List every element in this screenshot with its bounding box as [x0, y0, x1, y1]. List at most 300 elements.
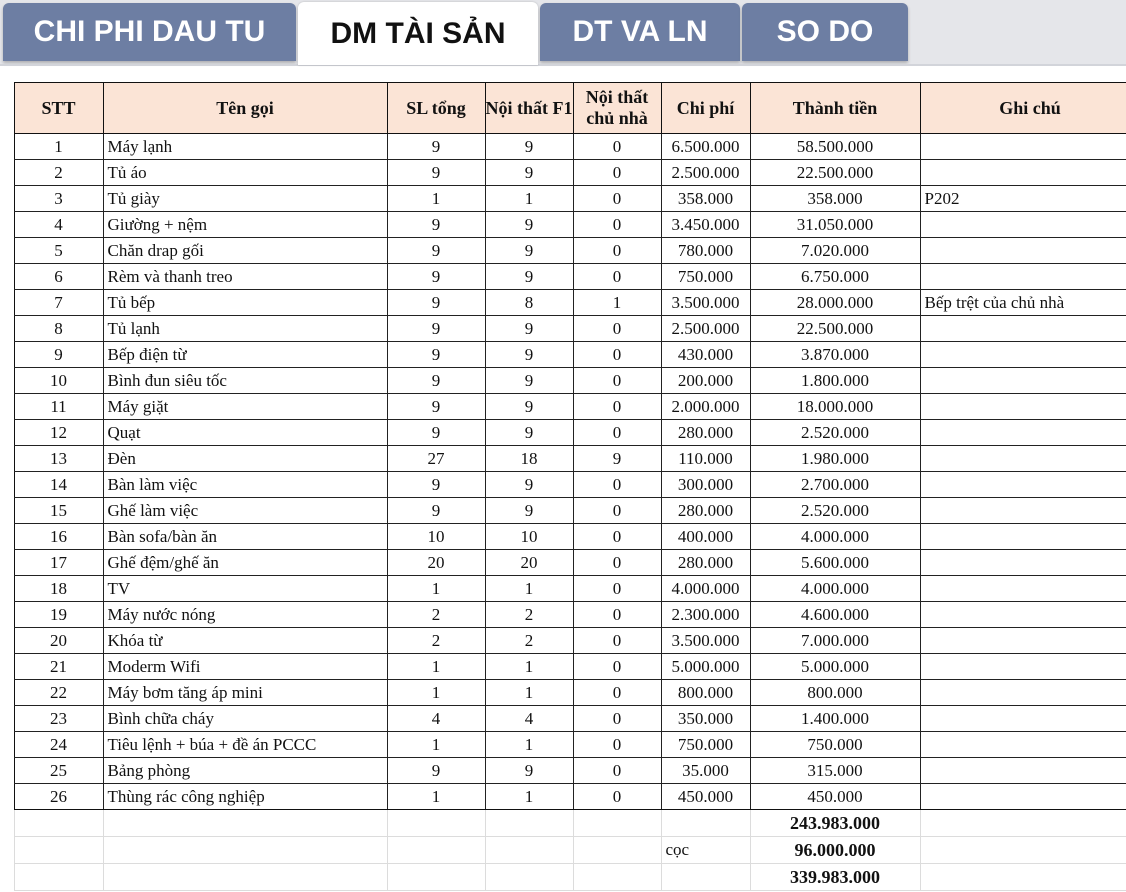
cell-ten-goi[interactable]: Tủ giày: [103, 186, 387, 212]
cell-ghi-chu[interactable]: [920, 160, 1126, 186]
cell-stt[interactable]: 15: [14, 498, 103, 524]
cell-noi-that-chu-nha[interactable]: 0: [573, 238, 661, 264]
cell-ten-goi[interactable]: Chăn drap gối: [103, 238, 387, 264]
row-gutter: [0, 446, 14, 472]
cell-chi-phi[interactable]: 2.500.000: [661, 160, 750, 186]
cell-noi-that-f1[interactable]: 9: [485, 758, 573, 784]
table-row: [0, 524, 1126, 550]
row-gutter: [0, 680, 14, 706]
cell-chi-phi[interactable]: 5.000.000: [661, 654, 750, 680]
cell-stt[interactable]: 21: [14, 654, 103, 680]
cell-thanh-tien[interactable]: 6.750.000: [750, 264, 920, 290]
cell-chi-phi[interactable]: 200.000: [661, 368, 750, 394]
cell-ghi-chu[interactable]: [920, 732, 1126, 758]
cell-ten-goi[interactable]: Đèn: [103, 446, 387, 472]
cell-ghi-chu[interactable]: P202: [920, 186, 1126, 212]
row-gutter: [0, 576, 14, 602]
cell-ghi-chu[interactable]: [920, 576, 1126, 602]
cell-thanh-tien[interactable]: 2.520.000: [750, 420, 920, 446]
cell-chi-phi[interactable]: 800.000: [661, 680, 750, 706]
empty-cell[interactable]: [14, 864, 103, 891]
cell-chi-phi[interactable]: 358.000: [661, 186, 750, 212]
row-gutter: [0, 264, 14, 290]
cell-noi-that-f1[interactable]: 1: [485, 732, 573, 758]
table-row: [0, 576, 1126, 602]
cell-sl-tong[interactable]: 9: [387, 238, 485, 264]
cell-chi-phi[interactable]: 35.000: [661, 758, 750, 784]
table-row: [0, 368, 1126, 394]
cell-noi-that-f1[interactable]: 9: [485, 212, 573, 238]
cell-noi-that-f1[interactable]: 9: [485, 316, 573, 342]
table-row: [0, 602, 1126, 628]
cell-thanh-tien[interactable]: 358.000: [750, 186, 920, 212]
cell-sl-tong[interactable]: 9: [387, 316, 485, 342]
cell-chi-phi[interactable]: 3.500.000: [661, 290, 750, 316]
total-label[interactable]: [661, 864, 750, 891]
table-row: [0, 316, 1126, 342]
cell-sl-tong[interactable]: 9: [387, 758, 485, 784]
sheet-tab-bar: [0, 0, 1126, 66]
cell-stt[interactable]: 16: [14, 524, 103, 550]
cell-noi-that-chu-nha[interactable]: 0: [573, 134, 661, 160]
cell-ghi-chu[interactable]: [920, 212, 1126, 238]
cell-ten-goi[interactable]: Tiêu lệnh + búa + đề án PCCC: [103, 732, 387, 758]
empty-cell[interactable]: [387, 837, 485, 864]
table-row: [0, 186, 1126, 212]
cell-thanh-tien[interactable]: 4.000.000: [750, 524, 920, 550]
table-row: [0, 238, 1126, 264]
cell-ten-goi[interactable]: Máy lạnh: [103, 134, 387, 160]
cell-thanh-tien[interactable]: 1.800.000: [750, 368, 920, 394]
cell-noi-that-chu-nha[interactable]: 0: [573, 394, 661, 420]
cell-sl-tong[interactable]: 1: [387, 680, 485, 706]
cell-noi-that-f1[interactable]: 9: [485, 160, 573, 186]
cell-stt[interactable]: 19: [14, 602, 103, 628]
cell-stt[interactable]: 14: [14, 472, 103, 498]
empty-cell[interactable]: [103, 837, 387, 864]
cell-noi-that-chu-nha[interactable]: 0: [573, 550, 661, 576]
cell-thanh-tien[interactable]: 4.600.000: [750, 602, 920, 628]
cell-noi-that-chu-nha[interactable]: 9: [573, 446, 661, 472]
row-gutter: [0, 290, 14, 316]
row-gutter: [0, 732, 14, 758]
cell-noi-that-chu-nha[interactable]: 0: [573, 472, 661, 498]
cell-ghi-chu[interactable]: [920, 680, 1126, 706]
cell-thanh-tien[interactable]: 22.500.000: [750, 160, 920, 186]
cell-stt[interactable]: 17: [14, 550, 103, 576]
cell-stt[interactable]: 12: [14, 420, 103, 446]
cell-chi-phi[interactable]: 780.000: [661, 238, 750, 264]
cell-chi-phi[interactable]: 280.000: [661, 498, 750, 524]
cell-ten-goi[interactable]: Khóa từ: [103, 628, 387, 654]
table-row: [0, 758, 1126, 784]
cell-noi-that-chu-nha[interactable]: 0: [573, 212, 661, 238]
cell-stt[interactable]: 3: [14, 186, 103, 212]
table-row: [0, 394, 1126, 420]
row-gutter: [0, 602, 14, 628]
table-row: [0, 446, 1126, 472]
table-row: [0, 290, 1126, 316]
cell-noi-that-f1[interactable]: 2: [485, 628, 573, 654]
cell-sl-tong[interactable]: 1: [387, 732, 485, 758]
cell-sl-tong[interactable]: 9: [387, 394, 485, 420]
cell-noi-that-f1[interactable]: 9: [485, 238, 573, 264]
tab-chi-phi-dau-tu[interactable]: CHI PHI DAU TU: [3, 3, 296, 61]
cell-noi-that-f1[interactable]: 20: [485, 550, 573, 576]
cell-stt[interactable]: 18: [14, 576, 103, 602]
cell-chi-phi[interactable]: 280.000: [661, 550, 750, 576]
cell-ghi-chu[interactable]: [920, 368, 1126, 394]
cell-ten-goi[interactable]: Bàn sofa/bàn ăn: [103, 524, 387, 550]
cell-stt[interactable]: 6: [14, 264, 103, 290]
cell-noi-that-chu-nha[interactable]: 0: [573, 706, 661, 732]
cell-noi-that-f1[interactable]: 9: [485, 498, 573, 524]
cell-thanh-tien[interactable]: 4.000.000: [750, 576, 920, 602]
row-gutter: [0, 160, 14, 186]
cell-noi-that-f1[interactable]: 9: [485, 420, 573, 446]
cell-thanh-tien[interactable]: 5.000.000: [750, 654, 920, 680]
cell-thanh-tien[interactable]: 750.000: [750, 732, 920, 758]
cell-thanh-tien[interactable]: 7.020.000: [750, 238, 920, 264]
cell-stt[interactable]: 13: [14, 446, 103, 472]
table-row: [0, 654, 1126, 680]
cell-stt[interactable]: 7: [14, 290, 103, 316]
cell-thanh-tien[interactable]: 315.000: [750, 758, 920, 784]
cell-stt[interactable]: 22: [14, 680, 103, 706]
cell-thanh-tien[interactable]: 28.000.000: [750, 290, 920, 316]
table-row: [0, 264, 1126, 290]
cell-noi-that-chu-nha[interactable]: 0: [573, 758, 661, 784]
cell-sl-tong[interactable]: 9: [387, 160, 485, 186]
empty-cell[interactable]: [573, 810, 661, 837]
cell-noi-that-chu-nha[interactable]: 0: [573, 732, 661, 758]
row-gutter: [0, 134, 14, 160]
cell-noi-that-chu-nha[interactable]: 0: [573, 680, 661, 706]
cell-ten-goi[interactable]: Máy giặt: [103, 394, 387, 420]
cell-chi-phi[interactable]: 2.300.000: [661, 602, 750, 628]
cell-thanh-tien[interactable]: 3.870.000: [750, 342, 920, 368]
cell-sl-tong[interactable]: 1: [387, 576, 485, 602]
cell-stt[interactable]: 25: [14, 758, 103, 784]
cell-stt[interactable]: 11: [14, 394, 103, 420]
empty-cell[interactable]: [485, 837, 573, 864]
row-gutter: [0, 758, 14, 784]
cell-ten-goi[interactable]: Quạt: [103, 420, 387, 446]
total-row: [0, 864, 1126, 891]
row-gutter: [0, 654, 14, 680]
table-row: [0, 420, 1126, 446]
cell-chi-phi[interactable]: 450.000: [661, 784, 750, 810]
cell-noi-that-f1[interactable]: 9: [485, 368, 573, 394]
cell-ten-goi[interactable]: Bình chữa cháy: [103, 706, 387, 732]
row-gutter: [0, 316, 14, 342]
row-gutter: [0, 550, 14, 576]
total-row: [0, 810, 1126, 837]
cell-noi-that-f1[interactable]: 9: [485, 472, 573, 498]
cell-ghi-chu[interactable]: [920, 628, 1126, 654]
tab-dt-va-ln[interactable]: DT VA LN: [540, 3, 740, 61]
row-gutter: [0, 186, 14, 212]
total-value[interactable]: 339.983.000: [750, 864, 920, 891]
empty-cell[interactable]: [103, 810, 387, 837]
row-gutter: [0, 368, 14, 394]
cell-chi-phi[interactable]: 750.000: [661, 264, 750, 290]
row-gutter: [0, 498, 14, 524]
cell-stt[interactable]: 23: [14, 706, 103, 732]
cell-chi-phi[interactable]: 3.500.000: [661, 628, 750, 654]
cell-sl-tong[interactable]: 9: [387, 498, 485, 524]
cell-thanh-tien[interactable]: 58.500.000: [750, 134, 920, 160]
cell-stt[interactable]: 9: [14, 342, 103, 368]
tab-dm-tai-san[interactable]: DM TÀI SẢN: [298, 2, 538, 65]
cell-sl-tong[interactable]: 1: [387, 186, 485, 212]
cell-ten-goi[interactable]: Bảng phòng: [103, 758, 387, 784]
empty-cell[interactable]: [920, 837, 1126, 864]
cell-ten-goi[interactable]: Bếp điện từ: [103, 342, 387, 368]
cell-ten-goi[interactable]: Bàn làm việc: [103, 472, 387, 498]
empty-cell[interactable]: [485, 864, 573, 891]
cell-ghi-chu[interactable]: [920, 472, 1126, 498]
table-row: [0, 472, 1126, 498]
cell-sl-tong[interactable]: 27: [387, 446, 485, 472]
cell-ghi-chu[interactable]: [920, 706, 1126, 732]
cell-sl-tong[interactable]: 10: [387, 524, 485, 550]
empty-cell[interactable]: [387, 864, 485, 891]
table-row: [0, 134, 1126, 160]
header-noi-that-chu-nha[interactable]: Nội thất chủ nhà: [573, 83, 661, 134]
table-row: [0, 732, 1126, 758]
cell-thanh-tien[interactable]: 31.050.000: [750, 212, 920, 238]
cell-stt[interactable]: 5: [14, 238, 103, 264]
cell-chi-phi[interactable]: 750.000: [661, 732, 750, 758]
row-gutter: [0, 420, 14, 446]
cell-ghi-chu[interactable]: Bếp trệt của chủ nhà: [920, 290, 1126, 316]
empty-cell[interactable]: [573, 837, 661, 864]
cell-stt[interactable]: 24: [14, 732, 103, 758]
cell-noi-that-f1[interactable]: 1: [485, 784, 573, 810]
cell-ghi-chu[interactable]: [920, 264, 1126, 290]
cell-sl-tong[interactable]: 9: [387, 212, 485, 238]
table-row: [0, 498, 1126, 524]
cell-stt[interactable]: 10: [14, 368, 103, 394]
empty-cell[interactable]: [920, 810, 1126, 837]
cell-chi-phi[interactable]: 6.500.000: [661, 134, 750, 160]
spreadsheet-grid: [0, 82, 1126, 891]
header-sl-tong[interactable]: SL tổng: [387, 83, 485, 134]
cell-chi-phi[interactable]: 2.000.000: [661, 394, 750, 420]
cell-ghi-chu[interactable]: [920, 394, 1126, 420]
cell-ten-goi[interactable]: Máy bơm tăng áp mini: [103, 680, 387, 706]
cell-stt[interactable]: 1: [14, 134, 103, 160]
cell-ten-goi[interactable]: Tủ bếp: [103, 290, 387, 316]
table-row: [0, 628, 1126, 654]
row-gutter: [0, 394, 14, 420]
empty-cell[interactable]: [387, 810, 485, 837]
cell-ghi-chu[interactable]: [920, 446, 1126, 472]
cell-noi-that-chu-nha[interactable]: 0: [573, 602, 661, 628]
cell-ten-goi[interactable]: Bình đun siêu tốc: [103, 368, 387, 394]
cell-sl-tong[interactable]: 9: [387, 420, 485, 446]
cell-stt[interactable]: 20: [14, 628, 103, 654]
cell-sl-tong[interactable]: 1: [387, 654, 485, 680]
cell-noi-that-f1[interactable]: 8: [485, 290, 573, 316]
cell-ghi-chu[interactable]: [920, 524, 1126, 550]
cell-noi-that-f1[interactable]: 10: [485, 524, 573, 550]
cell-noi-that-chu-nha[interactable]: 1: [573, 290, 661, 316]
cell-noi-that-chu-nha[interactable]: 0: [573, 186, 661, 212]
empty-cell[interactable]: [103, 864, 387, 891]
cell-noi-that-chu-nha[interactable]: 0: [573, 628, 661, 654]
cell-noi-that-f1[interactable]: 9: [485, 394, 573, 420]
cell-sl-tong[interactable]: 9: [387, 290, 485, 316]
cell-chi-phi[interactable]: 430.000: [661, 342, 750, 368]
cell-ghi-chu[interactable]: [920, 342, 1126, 368]
cell-noi-that-f1[interactable]: 1: [485, 654, 573, 680]
tab-so-do[interactable]: SO DO: [742, 3, 908, 61]
cell-noi-that-f1[interactable]: 9: [485, 264, 573, 290]
cell-noi-that-chu-nha[interactable]: 0: [573, 524, 661, 550]
cell-chi-phi[interactable]: 3.450.000: [661, 212, 750, 238]
cell-noi-that-chu-nha[interactable]: 0: [573, 576, 661, 602]
header-chi-phi[interactable]: Chi phí: [661, 83, 750, 134]
cell-ghi-chu[interactable]: [920, 784, 1126, 810]
cell-thanh-tien[interactable]: 2.700.000: [750, 472, 920, 498]
cell-chi-phi[interactable]: 280.000: [661, 420, 750, 446]
cell-ten-goi[interactable]: Tủ lạnh: [103, 316, 387, 342]
cell-thanh-tien[interactable]: 800.000: [750, 680, 920, 706]
cell-thanh-tien[interactable]: 5.600.000: [750, 550, 920, 576]
cell-noi-that-chu-nha[interactable]: 0: [573, 498, 661, 524]
table-row: [0, 706, 1126, 732]
cell-sl-tong[interactable]: 9: [387, 134, 485, 160]
cell-sl-tong[interactable]: 2: [387, 602, 485, 628]
cell-chi-phi[interactable]: 2.500.000: [661, 316, 750, 342]
asset-table: [0, 82, 1126, 891]
row-gutter: [0, 810, 14, 837]
cell-chi-phi[interactable]: 350.000: [661, 706, 750, 732]
cell-stt[interactable]: 8: [14, 316, 103, 342]
cell-noi-that-f1[interactable]: 2: [485, 602, 573, 628]
row-gutter: [0, 83, 14, 134]
table-row: [0, 160, 1126, 186]
total-label[interactable]: [661, 810, 750, 837]
cell-thanh-tien[interactable]: 18.000.000: [750, 394, 920, 420]
cell-sl-tong[interactable]: 4: [387, 706, 485, 732]
header-ten-goi[interactable]: Tên gọi: [103, 83, 387, 134]
cell-ghi-chu[interactable]: [920, 316, 1126, 342]
cell-sl-tong[interactable]: 9: [387, 368, 485, 394]
cell-thanh-tien[interactable]: 7.000.000: [750, 628, 920, 654]
cell-thanh-tien[interactable]: 22.500.000: [750, 316, 920, 342]
cell-noi-that-f1[interactable]: 1: [485, 576, 573, 602]
table-row: [0, 680, 1126, 706]
row-gutter: [0, 837, 14, 864]
cell-stt[interactable]: 2: [14, 160, 103, 186]
cell-noi-that-f1[interactable]: 1: [485, 680, 573, 706]
cell-sl-tong[interactable]: 1: [387, 784, 485, 810]
cell-sl-tong[interactable]: 9: [387, 264, 485, 290]
empty-cell[interactable]: [920, 864, 1126, 891]
total-value[interactable]: 243.983.000: [750, 810, 920, 837]
empty-cell[interactable]: [14, 837, 103, 864]
cell-ten-goi[interactable]: Giường + nệm: [103, 212, 387, 238]
row-gutter: [0, 238, 14, 264]
row-gutter: [0, 784, 14, 810]
empty-cell[interactable]: [14, 810, 103, 837]
cell-noi-that-f1[interactable]: 1: [485, 186, 573, 212]
table-row: [0, 784, 1126, 810]
cell-ghi-chu[interactable]: [920, 602, 1126, 628]
cell-ghi-chu[interactable]: [920, 238, 1126, 264]
total-value[interactable]: 96.000.000: [750, 837, 920, 864]
cell-thanh-tien[interactable]: 1.400.000: [750, 706, 920, 732]
cell-thanh-tien[interactable]: 450.000: [750, 784, 920, 810]
cell-chi-phi[interactable]: 110.000: [661, 446, 750, 472]
cell-chi-phi[interactable]: 400.000: [661, 524, 750, 550]
cell-ten-goi[interactable]: Moderm Wifi: [103, 654, 387, 680]
cell-ghi-chu[interactable]: [920, 654, 1126, 680]
cell-ten-goi[interactable]: TV: [103, 576, 387, 602]
header-thanh-tien[interactable]: Thành tiền: [750, 83, 920, 134]
row-gutter: [0, 342, 14, 368]
cell-noi-that-f1[interactable]: 9: [485, 134, 573, 160]
cell-noi-that-chu-nha[interactable]: 0: [573, 420, 661, 446]
cell-ten-goi[interactable]: Ghế làm việc: [103, 498, 387, 524]
cell-noi-that-chu-nha[interactable]: 0: [573, 264, 661, 290]
cell-noi-that-chu-nha[interactable]: 0: [573, 654, 661, 680]
cell-ten-goi[interactable]: Ghế đệm/ghế ăn: [103, 550, 387, 576]
empty-cell[interactable]: [485, 810, 573, 837]
total-label[interactable]: cọc: [661, 837, 750, 864]
cell-noi-that-f1[interactable]: 4: [485, 706, 573, 732]
cell-ten-goi[interactable]: Máy nước nóng: [103, 602, 387, 628]
cell-chi-phi[interactable]: 300.000: [661, 472, 750, 498]
cell-thanh-tien[interactable]: 2.520.000: [750, 498, 920, 524]
cell-ghi-chu[interactable]: [920, 420, 1126, 446]
row-gutter: [0, 212, 14, 238]
cell-ghi-chu[interactable]: [920, 498, 1126, 524]
cell-stt[interactable]: 26: [14, 784, 103, 810]
row-gutter: [0, 472, 14, 498]
cell-noi-that-chu-nha[interactable]: 0: [573, 368, 661, 394]
cell-chi-phi[interactable]: 4.000.000: [661, 576, 750, 602]
cell-ghi-chu[interactable]: [920, 550, 1126, 576]
cell-ten-goi[interactable]: Rèm và thanh treo: [103, 264, 387, 290]
header-stt[interactable]: STT: [14, 83, 103, 134]
empty-cell[interactable]: [573, 864, 661, 891]
cell-thanh-tien[interactable]: 1.980.000: [750, 446, 920, 472]
header-noi-that-f1[interactable]: Nội thất F1: [485, 83, 573, 134]
cell-ghi-chu[interactable]: [920, 134, 1126, 160]
cell-stt[interactable]: 4: [14, 212, 103, 238]
header-ghi-chu[interactable]: Ghi chú: [920, 83, 1126, 134]
cell-sl-tong[interactable]: 9: [387, 342, 485, 368]
cell-noi-that-f1[interactable]: 18: [485, 446, 573, 472]
cell-sl-tong[interactable]: 20: [387, 550, 485, 576]
cell-ghi-chu[interactable]: [920, 758, 1126, 784]
row-gutter: [0, 706, 14, 732]
cell-sl-tong[interactable]: 2: [387, 628, 485, 654]
cell-noi-that-f1[interactable]: 9: [485, 342, 573, 368]
cell-noi-that-chu-nha[interactable]: 0: [573, 342, 661, 368]
cell-ten-goi[interactable]: Tủ áo: [103, 160, 387, 186]
cell-noi-that-chu-nha[interactable]: 0: [573, 160, 661, 186]
row-gutter: [0, 628, 14, 654]
cell-ten-goi[interactable]: Thùng rác công nghiệp: [103, 784, 387, 810]
cell-noi-that-chu-nha[interactable]: 0: [573, 784, 661, 810]
cell-sl-tong[interactable]: 9: [387, 472, 485, 498]
cell-noi-that-chu-nha[interactable]: 0: [573, 316, 661, 342]
